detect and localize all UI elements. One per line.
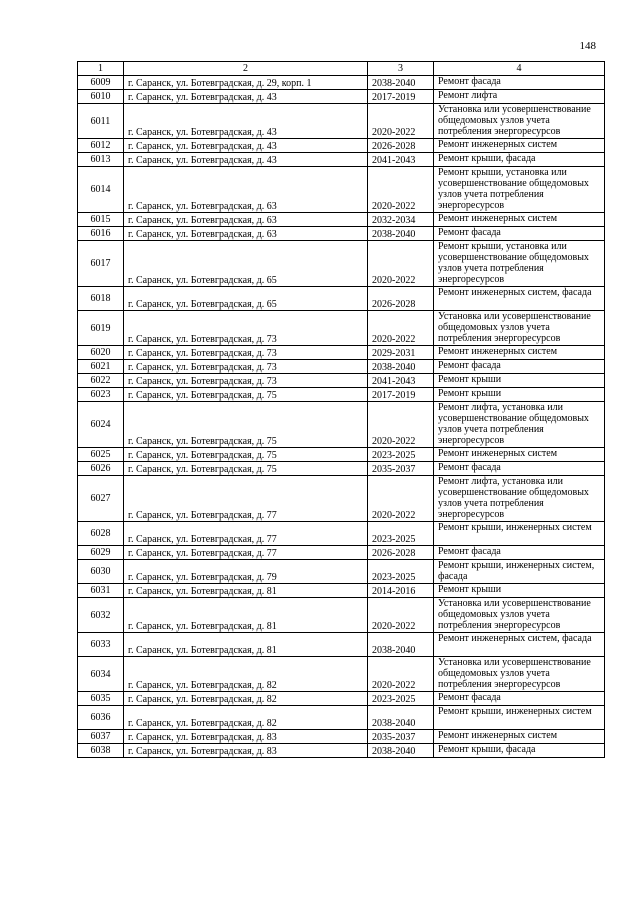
address-cell: г. Саранск, ул. Ботевградская, д. 73 bbox=[124, 346, 368, 360]
work-type-cell: Ремонт крыши, фасада bbox=[434, 153, 605, 167]
work-type-cell: Установка или усовершенствование общедомовых узлов учета потребления энергоресурсов bbox=[434, 311, 605, 346]
row-number-cell: 6011 bbox=[78, 104, 124, 139]
period-cell: 2020-2022 bbox=[368, 241, 434, 287]
table-row bbox=[78, 153, 605, 167]
table-row bbox=[78, 167, 605, 213]
table-row bbox=[78, 346, 605, 360]
column-header: 2 bbox=[124, 62, 368, 76]
row-number-cell: 6019 bbox=[78, 311, 124, 346]
address-cell: г. Саранск, ул. Ботевградская, д. 83 bbox=[124, 730, 368, 744]
work-type-cell: Ремонт крыши, установка или усовершенствование общедомовых узлов учета потребления энергоресурсов bbox=[434, 241, 605, 287]
work-type-cell: Ремонт фасада bbox=[434, 692, 605, 706]
row-number-cell: 6010 bbox=[78, 90, 124, 104]
table-row bbox=[78, 584, 605, 598]
table-row bbox=[78, 560, 605, 584]
address-cell: г. Саранск, ул. Ботевградская, д. 63 bbox=[124, 213, 368, 227]
row-number-cell: 6021 bbox=[78, 360, 124, 374]
work-type-cell: Установка или усовершенствование общедомовых узлов учета потребления энергоресурсов bbox=[434, 104, 605, 139]
table-row bbox=[78, 213, 605, 227]
work-type-cell: Ремонт инженерных систем bbox=[434, 346, 605, 360]
period-cell: 2020-2022 bbox=[368, 167, 434, 213]
address-cell: г. Саранск, ул. Ботевградская, д. 82 bbox=[124, 692, 368, 706]
address-cell: г. Саранск, ул. Ботевградская, д. 79 bbox=[124, 560, 368, 584]
table-row bbox=[78, 241, 605, 287]
address-cell: г. Саранск, ул. Ботевградская, д. 73 bbox=[124, 374, 368, 388]
period-cell: 2020-2022 bbox=[368, 402, 434, 448]
table-row bbox=[78, 730, 605, 744]
period-cell: 2026-2028 bbox=[368, 287, 434, 311]
table-body bbox=[78, 76, 605, 758]
row-number-cell: 6027 bbox=[78, 476, 124, 522]
row-number-cell: 6031 bbox=[78, 584, 124, 598]
work-type-cell: Ремонт лифта, установка или усовершенствование общедомовых узлов учета потребления энергоресурсов bbox=[434, 402, 605, 448]
table-row bbox=[78, 598, 605, 633]
work-type-cell: Ремонт лифта bbox=[434, 90, 605, 104]
table-row bbox=[78, 546, 605, 560]
period-cell: 2017-2019 bbox=[368, 90, 434, 104]
address-cell: г. Саранск, ул. Ботевградская, д. 83 bbox=[124, 744, 368, 758]
period-cell: 2023-2025 bbox=[368, 522, 434, 546]
address-cell: г. Саранск, ул. Ботевградская, д. 81 bbox=[124, 584, 368, 598]
period-cell: 2038-2040 bbox=[368, 360, 434, 374]
table-row bbox=[78, 633, 605, 657]
row-number-cell: 6032 bbox=[78, 598, 124, 633]
row-number-cell: 6038 bbox=[78, 744, 124, 758]
period-cell: 2038-2040 bbox=[368, 706, 434, 730]
address-cell: г. Саранск, ул. Ботевградская, д. 73 bbox=[124, 311, 368, 346]
period-cell: 2035-2037 bbox=[368, 730, 434, 744]
column-header: 4 bbox=[434, 62, 605, 76]
period-cell: 2035-2037 bbox=[368, 462, 434, 476]
row-number-cell: 6013 bbox=[78, 153, 124, 167]
address-cell: г. Саранск, ул. Ботевградская, д. 75 bbox=[124, 448, 368, 462]
row-number-cell: 6028 bbox=[78, 522, 124, 546]
period-cell: 2038-2040 bbox=[368, 227, 434, 241]
work-type-cell: Ремонт фасада bbox=[434, 76, 605, 90]
table-row bbox=[78, 657, 605, 692]
row-number-cell: 6020 bbox=[78, 346, 124, 360]
address-cell: г. Саранск, ул. Ботевградская, д. 43 bbox=[124, 90, 368, 104]
period-cell: 2023-2025 bbox=[368, 560, 434, 584]
table-row bbox=[78, 374, 605, 388]
table-row bbox=[78, 522, 605, 546]
address-cell: г. Саранск, ул. Ботевградская, д. 75 bbox=[124, 402, 368, 448]
work-type-cell: Ремонт фасада bbox=[434, 546, 605, 560]
period-cell: 2038-2040 bbox=[368, 76, 434, 90]
row-number-cell: 6016 bbox=[78, 227, 124, 241]
address-cell: г. Саранск, ул. Ботевградская, д. 77 bbox=[124, 546, 368, 560]
row-number-cell: 6012 bbox=[78, 139, 124, 153]
row-number-cell: 6024 bbox=[78, 402, 124, 448]
address-cell: г. Саранск, ул. Ботевградская, д. 43 bbox=[124, 104, 368, 139]
row-number-cell: 6014 bbox=[78, 167, 124, 213]
address-cell: г. Саранск, ул. Ботевградская, д. 63 bbox=[124, 227, 368, 241]
table-row bbox=[78, 706, 605, 730]
row-number-cell: 6036 bbox=[78, 706, 124, 730]
row-number-cell: 6033 bbox=[78, 633, 124, 657]
table-row bbox=[78, 90, 605, 104]
work-type-cell: Установка или усовершенствование общедомовых узлов учета потребления энергоресурсов bbox=[434, 657, 605, 692]
row-number-cell: 6029 bbox=[78, 546, 124, 560]
table-row bbox=[78, 448, 605, 462]
work-type-cell: Ремонт крыши, фасада bbox=[434, 744, 605, 758]
period-cell: 2041-2043 bbox=[368, 374, 434, 388]
row-number-cell: 6035 bbox=[78, 692, 124, 706]
table-row bbox=[78, 76, 605, 90]
column-header: 3 bbox=[368, 62, 434, 76]
period-cell: 2029-2031 bbox=[368, 346, 434, 360]
address-cell: г. Саранск, ул. Ботевградская, д. 82 bbox=[124, 657, 368, 692]
work-type-cell: Ремонт крыши bbox=[434, 374, 605, 388]
work-type-cell: Ремонт фасада bbox=[434, 360, 605, 374]
period-cell: 2020-2022 bbox=[368, 104, 434, 139]
work-type-cell: Ремонт крыши, установка или усовершенствование общедомовых узлов учета потребления энергоресурсов bbox=[434, 167, 605, 213]
row-number-cell: 6009 bbox=[78, 76, 124, 90]
work-type-cell: Установка или усовершенствование общедомовых узлов учета потребления энергоресурсов bbox=[434, 598, 605, 633]
period-cell: 2032-2034 bbox=[368, 213, 434, 227]
address-cell: г. Саранск, ул. Ботевградская, д. 77 bbox=[124, 476, 368, 522]
address-cell: г. Саранск, ул. Ботевградская, д. 73 bbox=[124, 360, 368, 374]
page-number: 148 bbox=[579, 40, 596, 52]
period-cell: 2038-2040 bbox=[368, 633, 434, 657]
row-number-cell: 6015 bbox=[78, 213, 124, 227]
period-cell: 2014-2016 bbox=[368, 584, 434, 598]
table-row bbox=[78, 360, 605, 374]
row-number-cell: 6022 bbox=[78, 374, 124, 388]
period-cell: 2026-2028 bbox=[368, 546, 434, 560]
work-type-cell: Ремонт крыши, инженерных систем, фасада bbox=[434, 560, 605, 584]
row-number-cell: 6017 bbox=[78, 241, 124, 287]
work-type-cell: Ремонт инженерных систем bbox=[434, 213, 605, 227]
table-row bbox=[78, 227, 605, 241]
row-number-cell: 6037 bbox=[78, 730, 124, 744]
period-cell: 2026-2028 bbox=[368, 139, 434, 153]
period-cell: 2020-2022 bbox=[368, 657, 434, 692]
table-row bbox=[78, 388, 605, 402]
period-cell: 2041-2043 bbox=[368, 153, 434, 167]
address-cell: г. Саранск, ул. Ботевградская, д. 65 bbox=[124, 287, 368, 311]
row-number-cell: 6030 bbox=[78, 560, 124, 584]
work-type-cell: Ремонт фасада bbox=[434, 462, 605, 476]
address-cell: г. Саранск, ул. Ботевградская, д. 63 bbox=[124, 167, 368, 213]
work-type-cell: Ремонт крыши, инженерных систем bbox=[434, 706, 605, 730]
table-row bbox=[78, 287, 605, 311]
table-row bbox=[78, 104, 605, 139]
table-row bbox=[78, 139, 605, 153]
period-cell: 2020-2022 bbox=[368, 311, 434, 346]
address-cell: г. Саранск, ул. Ботевградская, д. 81 bbox=[124, 633, 368, 657]
address-cell: г. Саранск, ул. Ботевградская, д. 43 bbox=[124, 139, 368, 153]
table-row bbox=[78, 311, 605, 346]
work-type-cell: Ремонт инженерных систем, фасада bbox=[434, 633, 605, 657]
table-header-row bbox=[78, 62, 605, 76]
row-number-cell: 6025 bbox=[78, 448, 124, 462]
work-type-cell: Ремонт крыши bbox=[434, 388, 605, 402]
table-row bbox=[78, 402, 605, 448]
repair-schedule-table bbox=[77, 61, 605, 758]
table-row bbox=[78, 744, 605, 758]
address-cell: г. Саранск, ул. Ботевградская, д. 29, корп. 1 bbox=[124, 76, 368, 90]
row-number-cell: 6034 bbox=[78, 657, 124, 692]
work-type-cell: Ремонт инженерных систем, фасада bbox=[434, 287, 605, 311]
column-header: 1 bbox=[78, 62, 124, 76]
period-cell: 2020-2022 bbox=[368, 598, 434, 633]
work-type-cell: Ремонт инженерных систем bbox=[434, 730, 605, 744]
work-type-cell: Ремонт крыши bbox=[434, 584, 605, 598]
table-row bbox=[78, 476, 605, 522]
row-number-cell: 6018 bbox=[78, 287, 124, 311]
period-cell: 2023-2025 bbox=[368, 692, 434, 706]
address-cell: г. Саранск, ул. Ботевградская, д. 82 bbox=[124, 706, 368, 730]
row-number-cell: 6026 bbox=[78, 462, 124, 476]
address-cell: г. Саранск, ул. Ботевградская, д. 75 bbox=[124, 462, 368, 476]
work-type-cell: Ремонт инженерных систем bbox=[434, 139, 605, 153]
row-number-cell: 6023 bbox=[78, 388, 124, 402]
address-cell: г. Саранск, ул. Ботевградская, д. 77 bbox=[124, 522, 368, 546]
period-cell: 2017-2019 bbox=[368, 388, 434, 402]
address-cell: г. Саранск, ул. Ботевградская, д. 81 bbox=[124, 598, 368, 633]
address-cell: г. Саранск, ул. Ботевградская, д. 75 bbox=[124, 388, 368, 402]
period-cell: 2023-2025 bbox=[368, 448, 434, 462]
table-row bbox=[78, 692, 605, 706]
period-cell: 2038-2040 bbox=[368, 744, 434, 758]
work-type-cell: Ремонт лифта, установка или усовершенствование общедомовых узлов учета потребления энергоресурсов bbox=[434, 476, 605, 522]
period-cell: 2020-2022 bbox=[368, 476, 434, 522]
work-type-cell: Ремонт фасада bbox=[434, 227, 605, 241]
address-cell: г. Саранск, ул. Ботевградская, д. 65 bbox=[124, 241, 368, 287]
address-cell: г. Саранск, ул. Ботевградская, д. 43 bbox=[124, 153, 368, 167]
table-row bbox=[78, 462, 605, 476]
work-type-cell: Ремонт крыши, инженерных систем bbox=[434, 522, 605, 546]
work-type-cell: Ремонт инженерных систем bbox=[434, 448, 605, 462]
